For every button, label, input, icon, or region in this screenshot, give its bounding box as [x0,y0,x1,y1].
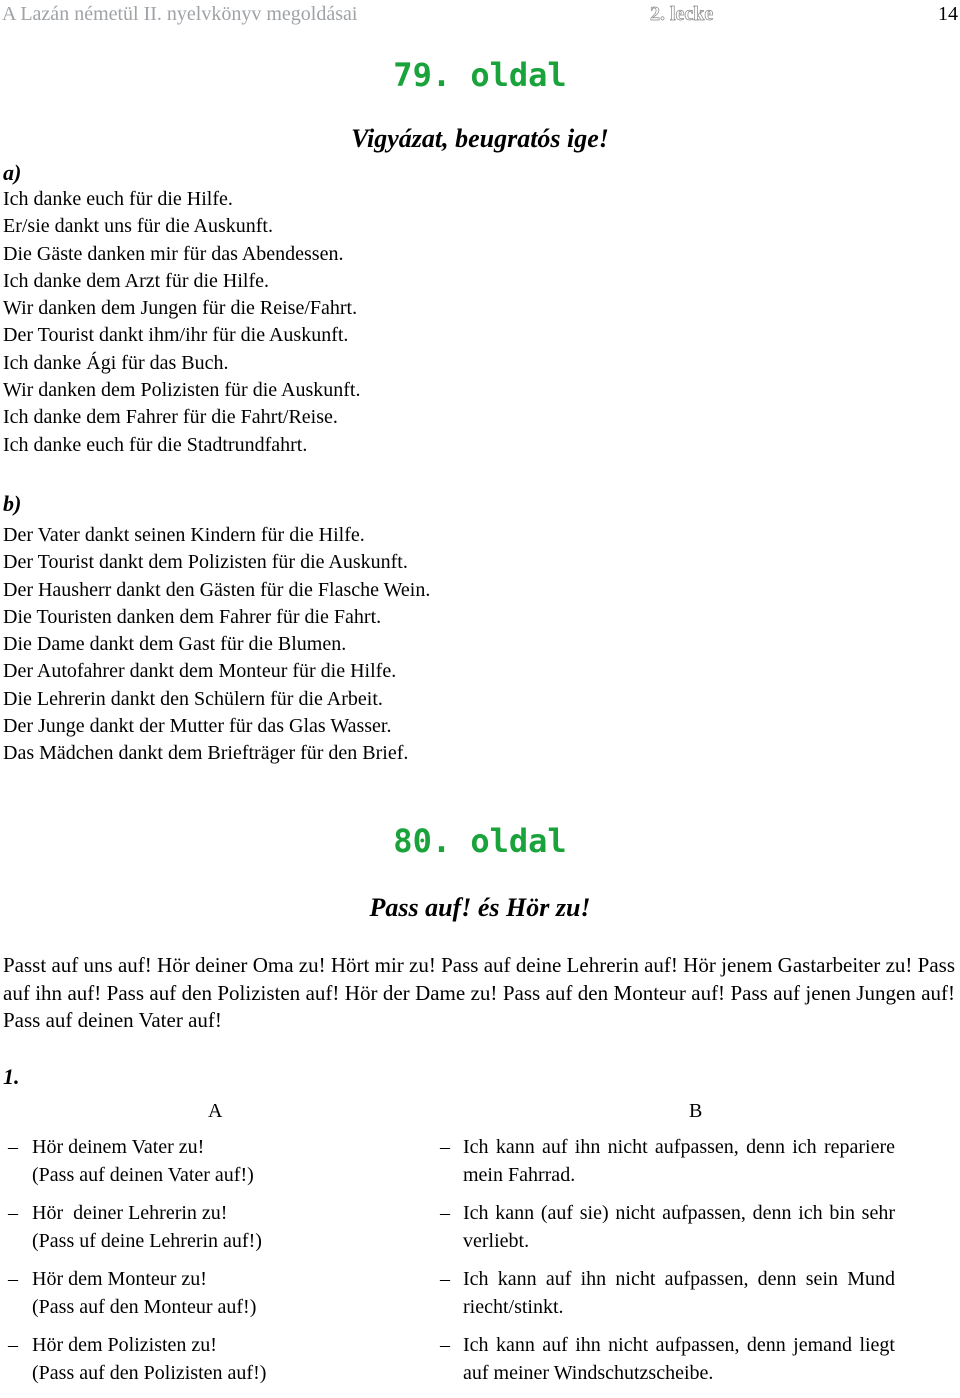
column-b-cell: Ich kann auf ihn nicht aufpassen, denn jemand liegt auf meiner Windschutzscheibe. [463,1334,895,1384]
list-item: Die Touristen danken dem Fahrer für die Fahrt. [3,605,382,628]
table-row [0,1332,960,1398]
command-paraphrase: (Pass auf den Monteur auf!) [32,1295,257,1318]
dash-marker: – [440,1136,450,1158]
dash-marker: – [8,1202,18,1224]
page-80-heading: 80. oldal [393,822,567,860]
section-b-list [3,522,430,768]
section-a-list [3,186,360,459]
exercise-label: 1. [3,1064,20,1089]
command-text: Hör deiner Lehrerin zu! [32,1202,228,1224]
table-row [0,1200,960,1266]
command-paraphrase: (Pass auf den Polizisten auf!) [32,1361,267,1384]
page-header [2,2,958,26]
column-b-cell: Ich kann (auf sie) nicht aufpassen, denn ich bin sehr verliebt. [463,1202,895,1252]
book-title: A Lazán németül II. nyelvkönyv megoldásai [2,3,358,25]
dash-marker: – [8,1334,18,1356]
column-a-header: A [208,1100,223,1122]
list-item: Die Dame dankt dem Gast für die Blumen. [3,633,347,656]
lesson-label: 2. lecke [650,3,714,25]
page-number: 14 [938,3,958,25]
dash-marker: – [440,1202,450,1224]
list-item: Der Vater dankt seinen Kindern für die Hilfe. [3,524,365,546]
column-a-cell [32,1134,412,1189]
table-row [0,1134,960,1200]
list-item: Der Junge dankt der Mutter für das Glas Wasser. [3,715,392,738]
column-b-header: B [689,1100,703,1122]
list-item: Ich danke Ági für das Buch. [3,351,229,374]
dash-marker: – [440,1334,450,1356]
command-paraphrase: (Pass auf deinen Vater auf!) [32,1163,254,1186]
section-b-label: b) [3,491,22,516]
list-item: Ich danke dem Arzt für die Hilfe. [3,269,270,292]
list-item: Die Gäste danken mir für das Abendessen. [3,242,344,265]
list-item: Ich danke euch für die Hilfe. [3,188,233,210]
list-item: Die Lehrerin dankt den Schülern für die Arbeit. [3,687,383,710]
table-row [0,1266,960,1332]
command-text: Hör dem Monteur zu! [32,1268,207,1290]
command-paraphrase: (Pass uf deine Lehrerin auf!) [32,1229,262,1252]
list-item: Der Tourist dankt dem Polizisten für die Auskunft. [3,551,408,574]
page-79-heading: 79. oldal [393,56,567,94]
list-item: Der Hausherr dankt den Gästen für die Flasche Wein. [3,578,431,601]
page-79-subtitle: Vigyázat, beugratós ige! [351,124,609,153]
list-item: Der Tourist dankt ihm/ihr für die Auskunft. [3,324,349,347]
list-item: Er/sie dankt uns für die Auskunft. [3,215,273,238]
column-a-cell [32,1200,412,1255]
section-a-label: a) [3,160,22,185]
command-text: Hör deinem Vater zu! [32,1136,205,1158]
list-item: Das Mädchen dankt dem Briefträger für den Brief. [3,742,409,765]
column-a-cell [32,1332,412,1387]
column-b-cell: Ich kann auf ihn nicht aufpassen, denn sein Mund riecht/stinkt. [463,1268,895,1318]
exercise-table [0,1134,960,1398]
column-b-cell: Ich kann auf ihn nicht aufpassen, denn ich repariere mein Fahrrad. [463,1136,895,1186]
list-item: Ich danke dem Fahrer für die Fahrt/Reise. [3,406,338,429]
dash-marker: – [8,1268,18,1290]
list-item: Ich danke euch für die Stadtrundfahrt. [3,433,308,456]
command-text: Hör dem Polizisten zu! [32,1334,217,1356]
list-item: Wir danken dem Jungen für die Reise/Fahrt. [3,297,358,320]
column-a-cell [32,1266,412,1321]
dash-marker: – [440,1268,450,1290]
page-80-subtitle: Pass auf! és Hör zu! [369,893,591,922]
dash-marker: – [8,1136,18,1158]
list-item: Wir danken dem Polizisten für die Auskunft. [3,379,361,402]
list-item: Der Autofahrer dankt dem Monteur für die Hilfe. [3,660,397,683]
imperative-paragraph: Passt auf uns auf! Hör deiner Oma zu! Hört mir zu! Pass auf deine Lehrerin auf! Hör jenem Gastarbeiter zu! Pass auf ihn auf! Pass auf den Polizisten auf! Hör der Dame zu! Pass auf den Monteur auf! Pass auf jenen Jungen auf! Pass auf deinen Vater auf! [3,953,955,1033]
